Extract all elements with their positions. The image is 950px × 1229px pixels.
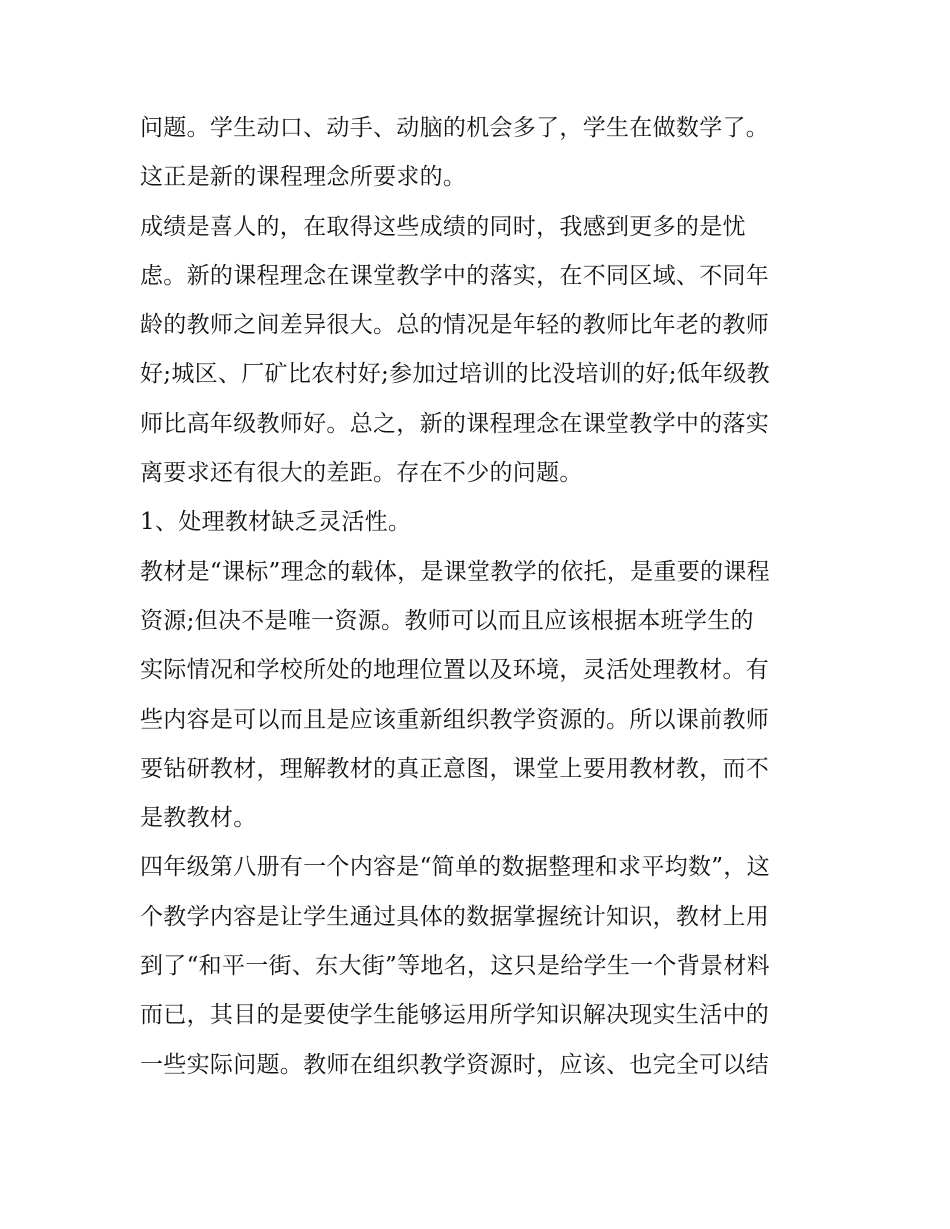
text-line-14: 要钻研教材，理解教材的真正意图，课堂上要用教材教，而不	[140, 755, 770, 782]
text-line-5: 龄的教师之间差异很大。总的情况是年轻的教师比年老的教师	[140, 312, 770, 339]
text-line-18: 到了“和平一街、东大街”等地名，这只是给学生一个背景材料	[140, 953, 770, 980]
text-line-7: 师比高年级教师好。总之，新的课程理念在课堂教学中的落实	[140, 410, 770, 437]
text-line-6: 好;城区、厂矿比农村好;参加过培训的比没培训的好;低年级教	[140, 361, 770, 388]
text-line-15: 是教教材。	[140, 805, 257, 832]
text-line-13: 些内容是可以而且是应该重新组织教学资源的。所以课前教师	[140, 706, 770, 733]
text-line-20: 一些实际问题。教师在组织教学资源时，应该、也完全可以结	[140, 1051, 770, 1078]
text-line-1: 问题。学生动口、动手、动脑的机会多了，学生在做数学了。	[140, 115, 770, 141]
text-line-8: 离要求还有很大的差距。存在不少的问题。	[140, 460, 583, 487]
text-line-17: 个教学内容是让学生通过具体的数据掌握统计知识，教材上用	[140, 903, 770, 930]
text-line-4: 虑。新的课程理念在课堂教学中的落实，在不同区域、不同年	[140, 262, 770, 289]
document-body	[140, 104, 820, 1090]
text-line-2: 这正是新的课程理念所要求的。	[140, 164, 467, 191]
section-heading: 1、处理教材缺乏灵活性。	[140, 509, 412, 536]
text-line-16: 四年级第八册有一个内容是“简单的数据整理和求平均数”，这	[140, 854, 770, 881]
text-line-12: 实际情况和学校所处的地理位置以及环境，灵活处理教材。有	[140, 657, 770, 684]
text-line-10: 教材是“课标”理念的载体，是课堂教学的依托，是重要的课程	[140, 558, 770, 585]
text-line-11: 资源;但决不是唯一资源。教师可以而且应该根据本班学生的	[140, 607, 754, 634]
text-line-3: 成绩是喜人的，在取得这些成绩的同时，我感到更多的是忧	[140, 213, 746, 240]
text-line-19: 而已，其目的是要使学生能够运用所学知识解决现实生活中的	[140, 1002, 770, 1029]
